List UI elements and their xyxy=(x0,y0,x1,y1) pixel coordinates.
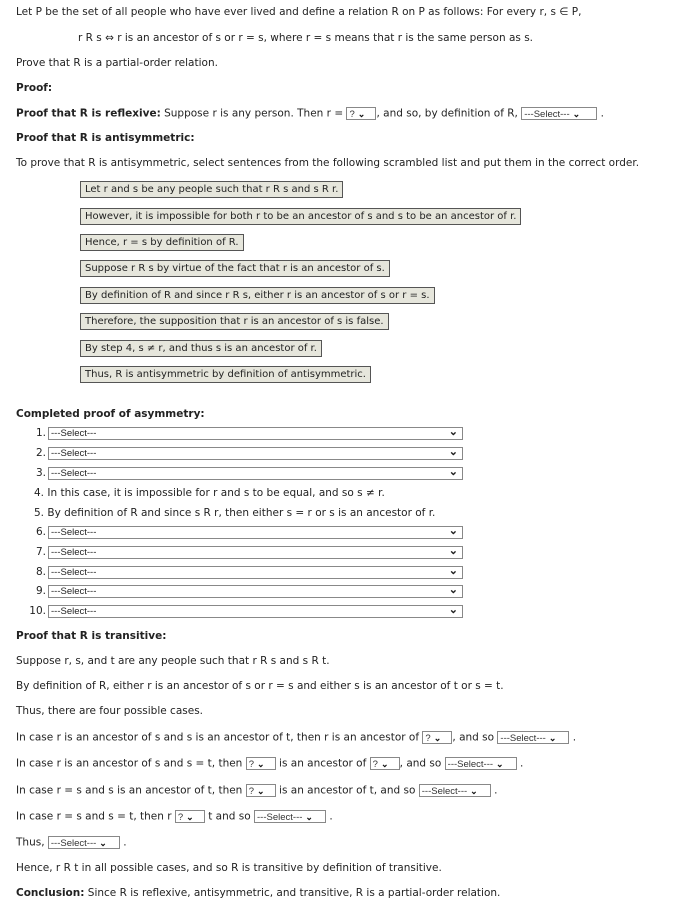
case2-select-subject[interactable]: ? ⌄ xyxy=(246,757,276,770)
scrambled-tile-1[interactable]: Let r and s be any people such that r R s and s R r. xyxy=(80,181,343,198)
scrambled-tile-5[interactable]: By definition of R and since r R s, either r is an ancestor of s or r = s. xyxy=(80,287,435,304)
proof-step-4: 4. In this case, it is impossible for r and s to be equal, and so s ≠ r. xyxy=(34,487,385,499)
chevron-down-icon: ⌄ xyxy=(448,426,458,438)
chevron-down-icon: ⌄ xyxy=(357,109,366,119)
chevron-down-icon: ⌄ xyxy=(448,604,458,616)
reflexive-text-a: Suppose r is any person. Then r = xyxy=(164,107,344,120)
step-8-select[interactable]: ---Select--- ⌄ xyxy=(48,566,463,579)
chevron-down-icon: ⌄ xyxy=(448,565,458,577)
chevron-down-icon: ⌄ xyxy=(448,584,458,596)
relation-definition: r R s ⇔ r is an ancestor of s or r = s, where r = s means that r is the same person as s. xyxy=(78,32,533,44)
transitive-four-cases: Thus, there are four possible cases. xyxy=(16,705,204,717)
case1-select-ancestor[interactable]: ? ⌄ xyxy=(422,731,452,744)
step-1-select[interactable]: ---Select--- ⌄ xyxy=(48,427,463,440)
thus-line: Thus, ---Select--- ⌄ . xyxy=(16,836,127,849)
chevron-down-icon: ⌄ xyxy=(186,812,194,822)
scrambled-tile-6[interactable]: Therefore, the supposition that r is an ancestor of s is false. xyxy=(80,313,389,330)
conclusion-line: Conclusion: Since R is reflexive, antisymmetric, and transitive, R is a partial-order relation. xyxy=(16,887,501,899)
chevron-down-icon: ⌄ xyxy=(256,786,265,796)
proof-step-7: 7. ---Select--- ⌄ xyxy=(26,546,463,559)
case3-select-subject[interactable]: ? ⌄ xyxy=(246,784,276,797)
case2-select-object[interactable]: ? ⌄ xyxy=(370,757,400,770)
completed-proof-heading: Completed proof of asymmetry: xyxy=(16,408,205,420)
reflexive-line: Proof that R is reflexive: Suppose r is any person. Then r = ? ⌄ , and so, by definition of R, ---Select--- ⌄ . xyxy=(16,107,604,120)
chevron-down-icon: ⌄ xyxy=(448,545,458,557)
transitive-heading: Proof that R is transitive: xyxy=(16,630,167,642)
step-10-select[interactable]: ---Select--- ⌄ xyxy=(48,605,463,618)
transitive-bydef: By definition of R, either r is an ancestor of s or r = s and either s is an ancestor of t or s = t. xyxy=(16,680,504,692)
chevron-down-icon: ⌄ xyxy=(572,109,581,119)
case-1: In case r is an ancestor of s and s is an ancestor of t, then r is an ancestor of ? ⌄ , and so ---Select--- ⌄ . xyxy=(16,731,577,744)
case4-select-relation[interactable]: ? ⌄ xyxy=(175,810,205,823)
reflexive-heading: Proof that R is reflexive: xyxy=(16,107,161,120)
scrambled-tile-4[interactable]: Suppose r R s by virtue of the fact that r is an ancestor of s. xyxy=(80,260,390,277)
step-9-select[interactable]: ---Select--- ⌄ xyxy=(48,585,463,598)
hence-line: Hence, r R t in all possible cases, and so R is transitive by definition of transitive. xyxy=(16,862,442,874)
proof-step-5: 5. By definition of R and since s R r, then either s = r or s is an ancestor of r. xyxy=(34,507,436,519)
transitive-suppose: Suppose r, s, and t are any people such that r R s and s R t. xyxy=(16,655,330,667)
chevron-down-icon: ⌄ xyxy=(448,446,458,458)
chevron-down-icon: ⌄ xyxy=(496,759,504,769)
chevron-down-icon: ⌄ xyxy=(305,812,313,822)
case4-select-conclusion[interactable]: ---Select--- ⌄ xyxy=(254,810,326,823)
case3-select-conclusion[interactable]: ---Select--- ⌄ xyxy=(419,784,491,797)
proof-step-10: 10. ---Select--- ⌄ xyxy=(26,605,463,618)
intro-line: Let P be the set of all people who have ever lived and define a relation R on P as follows: For every r, s ∈ P, xyxy=(16,6,582,18)
chevron-down-icon: ⌄ xyxy=(433,733,442,743)
case-3: In case r = s and s is an ancestor of t, then ? ⌄ is an ancestor of t, and so ---Select--- ⌄ . xyxy=(16,784,498,797)
step-2-select[interactable]: ---Select--- ⌄ xyxy=(48,447,463,460)
antisymmetric-heading: Proof that R is antisymmetric: xyxy=(16,132,195,144)
case-4: In case r = s and s = t, then r ? ⌄ t and so ---Select--- ⌄ . xyxy=(16,810,333,823)
scrambled-tile-3[interactable]: Hence, r = s by definition of R. xyxy=(80,234,244,251)
proof-label: Proof: xyxy=(16,82,53,94)
step-7-select[interactable]: ---Select--- ⌄ xyxy=(48,546,463,559)
chevron-down-icon: ⌄ xyxy=(256,759,265,769)
chevron-down-icon: ⌄ xyxy=(99,838,107,848)
proof-step-9: 9. ---Select--- ⌄ xyxy=(26,585,463,598)
chevron-down-icon: ⌄ xyxy=(548,733,557,743)
reflexive-select-conclusion[interactable]: ---Select--- ⌄ xyxy=(521,107,597,120)
proof-step-1: 1. ---Select--- ⌄ xyxy=(26,427,463,440)
case1-select-conclusion[interactable]: ---Select--- ⌄ xyxy=(497,731,569,744)
step-3-select[interactable]: ---Select--- ⌄ xyxy=(48,467,463,480)
step-6-select[interactable]: ---Select--- ⌄ xyxy=(48,526,463,539)
proof-step-3: 3. ---Select--- ⌄ xyxy=(26,467,463,480)
proof-step-6: 6. ---Select--- ⌄ xyxy=(26,526,463,539)
proof-step-8: 8. ---Select--- ⌄ xyxy=(26,566,463,579)
reflexive-select-r[interactable]: ? ⌄ xyxy=(346,107,376,120)
case2-select-conclusion[interactable]: ---Select--- ⌄ xyxy=(445,757,517,770)
scrambled-tile-7[interactable]: By step 4, s ≠ r, and thus s is an ancestor of r. xyxy=(80,340,322,357)
chevron-down-icon: ⌄ xyxy=(470,786,478,796)
antisymmetric-instructions: To prove that R is antisymmetric, select sentences from the following scrambled list and put them in the correct order. xyxy=(16,157,640,169)
case-2: In case r is an ancestor of s and s = t, then ? ⌄ is an ancestor of ? ⌄ , and so ---Select--- ⌄ . xyxy=(16,757,524,770)
reflexive-text-b: , and so, by definition of R, xyxy=(376,107,518,120)
scrambled-tile-2[interactable]: However, it is impossible for both r to be an ancestor of s and s to be an ancestor of r. xyxy=(80,208,521,225)
chevron-down-icon: ⌄ xyxy=(448,466,458,478)
task-statement: Prove that R is a partial-order relation. xyxy=(16,57,218,69)
chevron-down-icon: ⌄ xyxy=(448,525,458,537)
scrambled-tile-8[interactable]: Thus, R is antisymmetric by definition of antisymmetric. xyxy=(80,366,371,383)
thus-select[interactable]: ---Select--- ⌄ xyxy=(48,836,120,849)
chevron-down-icon: ⌄ xyxy=(380,759,389,769)
proof-step-2: 2. ---Select--- ⌄ xyxy=(26,447,463,460)
